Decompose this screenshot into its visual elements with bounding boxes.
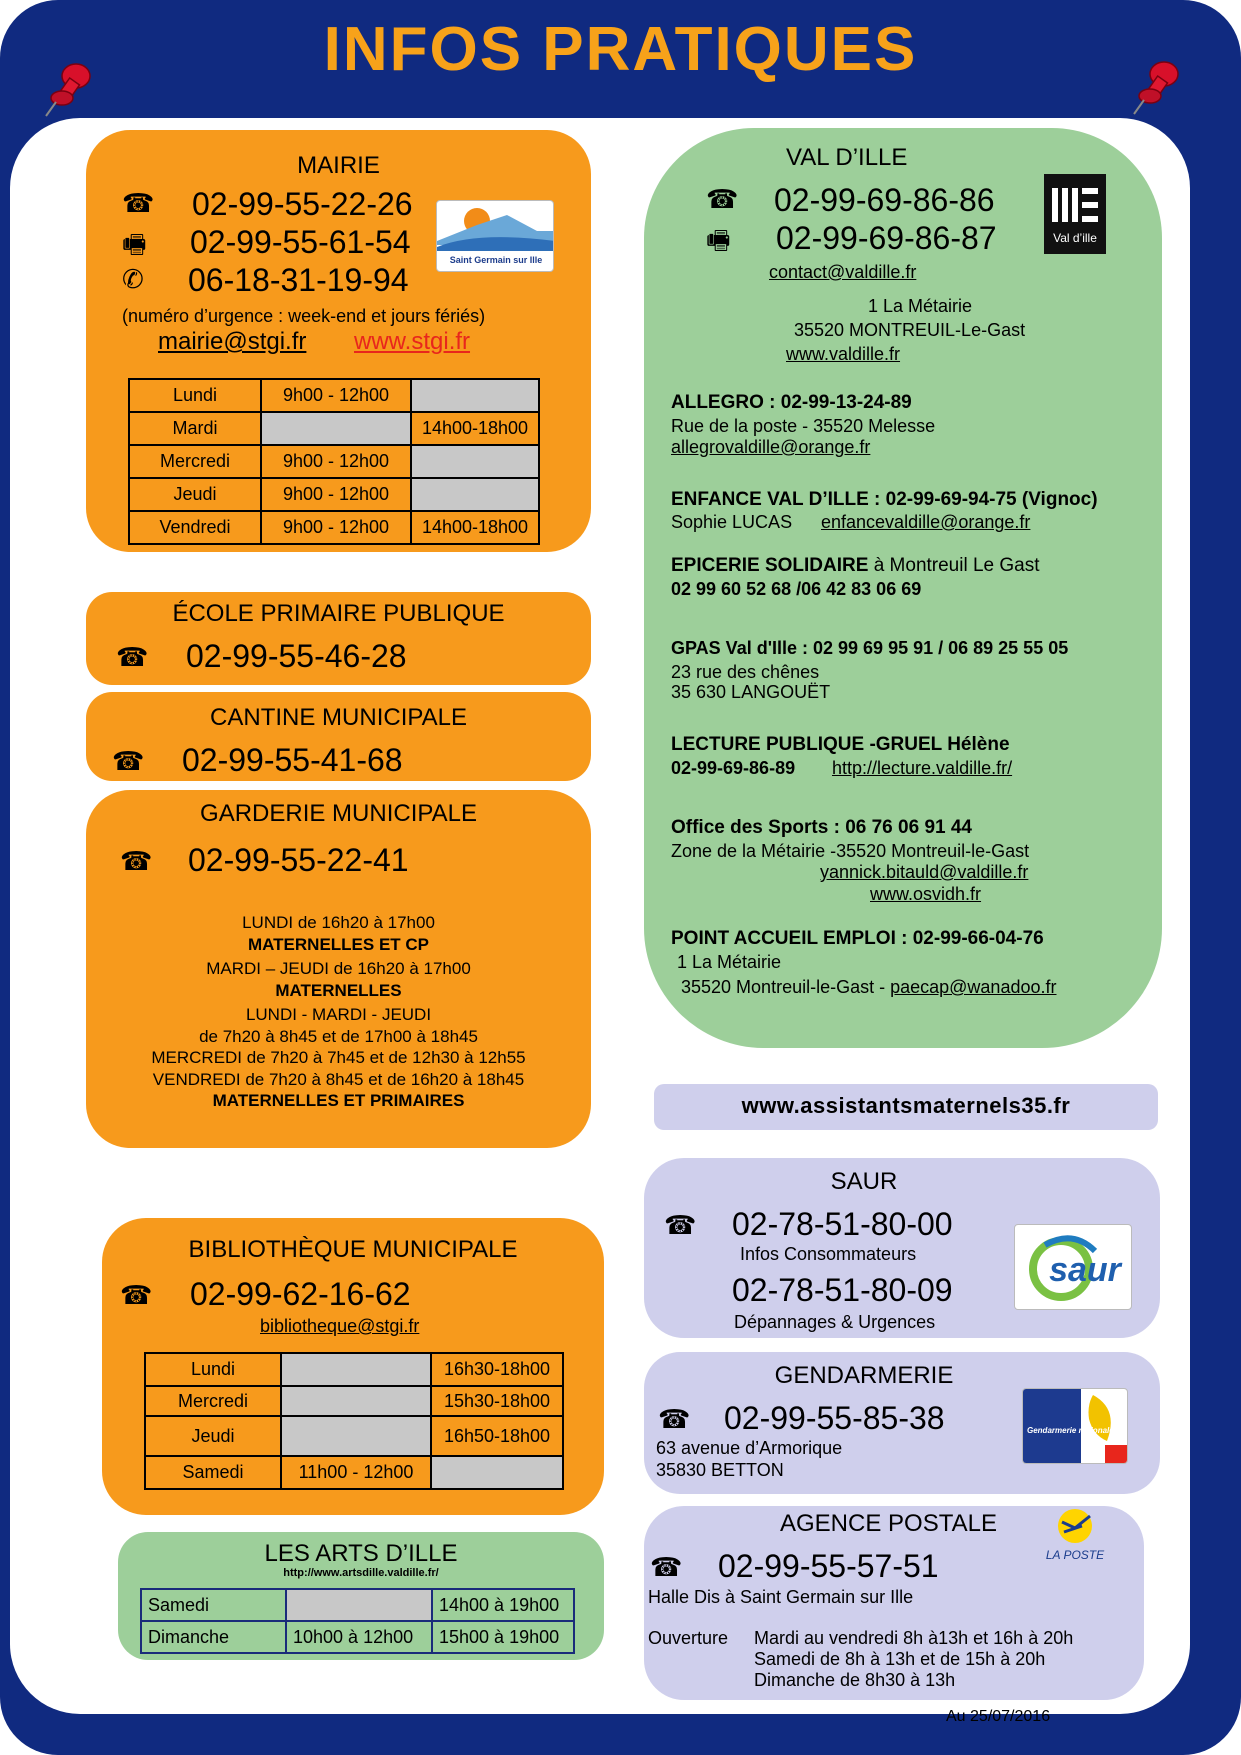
garderie-schedule <box>86 912 591 1112</box>
la-poste-logo <box>1032 1506 1118 1566</box>
gendarmerie-logo-icon <box>1023 1389 1128 1464</box>
bibliotheque-hours-table <box>144 1352 564 1490</box>
bibliotheque-hours-day-cell: Jeudi <box>145 1416 281 1456</box>
garderie-schedule-line: LUNDI - MARDI - JEUDI <box>245 1005 432 1024</box>
enfance-email-link[interactable]: enfancevaldille@orange.fr <box>821 512 1031 532</box>
bibliotheque-hours-day-cell: Samedi <box>145 1456 281 1489</box>
mairie-hours-afternoon-cell <box>411 478 539 511</box>
poste-section <box>644 1506 1144 1700</box>
epicerie-title: EPICERIE SOLIDAIRE <box>671 555 869 576</box>
valdille-logo-text: Val d’ille <box>1053 231 1097 245</box>
valdille-logo-icon <box>1044 174 1106 254</box>
bibliotheque-phone[interactable]: 02-99-62-16-62 <box>190 1276 411 1312</box>
footer-date: Au 25/07/2016 <box>946 1708 1051 1725</box>
gpas-address-line2: 35 630 LANGOUËT <box>671 682 831 702</box>
bibliotheque-hours-morning-cell <box>281 1353 431 1386</box>
lecture-title: LECTURE PUBLIQUE -GRUEL Hélène <box>671 734 1010 755</box>
valdille-logo <box>1044 174 1106 254</box>
gendarmerie-logo <box>1022 1388 1128 1464</box>
arts-hours-row <box>141 1621 574 1653</box>
garderie-schedule-line: VENDREDI de 7h20 à 8h45 et de 16h20 à 18h45 <box>152 1069 525 1089</box>
bibliotheque-hours-morning-cell: 11h00 - 12h00 <box>281 1456 431 1489</box>
enfance-title: ENFANCE VAL D’ILLE : 02-99-69-94-75 (Vignoc) <box>671 489 1098 510</box>
gendarmerie-address-line2: 35830 BETTON <box>656 1460 784 1480</box>
arts-hours-afternoon-cell: 15h00 à 19h00 <box>432 1621 574 1653</box>
valdille-email-link[interactable]: contact@valdille.fr <box>769 262 917 282</box>
valdille-section <box>644 128 1162 1048</box>
mairie-hours-morning-cell: 9h00 - 12h00 <box>261 379 411 412</box>
arts-hours-table <box>140 1588 575 1654</box>
bibliotheque-hours-row <box>145 1456 563 1489</box>
mairie-hours-afternoon-cell <box>411 379 539 412</box>
valdille-heading: VAL D’ILLE <box>786 144 908 171</box>
poste-heading: AGENCE POSTALE <box>780 1510 997 1537</box>
mairie-hours-row <box>129 445 539 478</box>
valdille-address-line1: 1 La Métairie <box>868 296 973 316</box>
telephone-icon: ☎ <box>658 1404 691 1434</box>
mairie-hours-day-cell: Mardi <box>129 412 261 445</box>
mairie-website-link[interactable]: www.stgi.fr <box>354 328 471 355</box>
mairie-hours-morning-cell: 9h00 - 12h00 <box>261 478 411 511</box>
ecole-section <box>86 592 591 685</box>
fax-icon: 🖷 <box>122 229 147 259</box>
saint-germain-logo-text: Saint Germain sur Ille <box>449 255 543 265</box>
bibliotheque-section <box>102 1218 604 1515</box>
poste-opening-saturday: Samedi de 8h à 13h et de 15h à 20h <box>754 1649 1046 1669</box>
telephone-icon: ☎ <box>116 642 149 672</box>
sports-website-link[interactable]: www.osvidh.fr <box>870 884 982 904</box>
garderie-heading: GARDERIE MUNICIPALE <box>200 800 477 827</box>
garderie-schedule-line: LUNDI de 16h20 à 17h00 <box>242 913 435 932</box>
mairie-email-link[interactable]: mairie@stgi.fr <box>158 328 307 355</box>
allegro-title: ALLEGRO : 02-99-13-24-89 <box>671 392 912 413</box>
mairie-hours-day-cell: Mercredi <box>129 445 261 478</box>
assistants-section <box>654 1084 1158 1130</box>
garderie-section <box>86 790 591 1148</box>
telephone-icon: ☎ <box>120 846 153 876</box>
arts-hours-day-cell: Dimanche <box>141 1621 286 1653</box>
bibliotheque-hours-day-cell: Mercredi <box>145 1386 281 1416</box>
garderie-schedule-line: MARDI – JEUDI de 16h20 à 17h00 <box>206 959 471 978</box>
saint-germain-logo <box>436 200 554 272</box>
cantine-section <box>86 692 591 781</box>
sports-email-link[interactable]: yannick.bitauld@valdille.fr <box>820 862 1029 882</box>
mairie-hours-table <box>128 378 540 545</box>
mairie-hours-row <box>129 511 539 544</box>
epicerie-phones: 02 99 60 52 68 /06 42 83 06 69 <box>671 579 922 599</box>
bibliotheque-heading: BIBLIOTHÈQUE MUNICIPALE <box>188 1236 518 1263</box>
garderie-phone[interactable]: 02-99-55-22-41 <box>188 842 409 878</box>
bibliotheque-hours-row <box>145 1353 563 1386</box>
poste-phone[interactable]: 02-99-55-57-51 <box>718 1548 939 1584</box>
saur-consumer-label: Infos Consommateurs <box>740 1244 917 1264</box>
bibliotheque-hours-morning-cell <box>281 1386 431 1416</box>
sports-title: Office des Sports : 06 76 06 91 44 <box>671 817 972 838</box>
valdille-fax[interactable]: 02-99-69-86-87 <box>776 220 997 256</box>
mairie-hours-afternoon-cell: 14h00-18h00 <box>411 412 539 445</box>
mairie-hours-row <box>129 478 539 511</box>
bibliotheque-hours-day-cell: Lundi <box>145 1353 281 1386</box>
poste-opening-label: Ouverture <box>648 1628 729 1648</box>
bibliotheque-hours-afternoon-cell: 16h50-18h00 <box>431 1416 563 1456</box>
epicerie-line <box>671 555 1040 577</box>
saur-logo <box>1014 1224 1132 1310</box>
mobile-phone-icon: ✆ <box>122 264 144 294</box>
cantine-phone[interactable]: 02-99-55-41-68 <box>182 742 403 778</box>
saur-emergency-label: Dépannages & Urgences <box>734 1312 936 1332</box>
cantine-heading: CANTINE MUNICIPALE <box>210 704 467 731</box>
bibliotheque-email-link[interactable]: bibliotheque@stgi.fr <box>260 1316 420 1336</box>
gpas-address-line1: 23 rue des chênes <box>671 662 820 682</box>
bibliotheque-hours-morning-cell <box>281 1416 431 1456</box>
garderie-schedule-line: MATERNELLES <box>275 980 402 1000</box>
gpas-line <box>671 638 1068 659</box>
gendarmerie-logo-text: Gendarmerie nationale <box>1027 1426 1114 1435</box>
gpas-phones: : 02 99 69 95 91 / 06 89 25 55 05 <box>797 638 1069 658</box>
emploi-address-line1: 1 La Métairie <box>677 952 782 972</box>
valdille-website-link[interactable]: www.valdille.fr <box>786 344 901 364</box>
saur-heading: SAUR <box>830 1168 898 1195</box>
poste-opening-weekdays: Mardi au vendredi 8h à13h et 16h à 20h <box>754 1628 1074 1648</box>
gendarmerie-section <box>644 1352 1160 1494</box>
telephone-icon: ☎ <box>112 746 145 776</box>
telephone-icon: ☎ <box>706 184 739 214</box>
arts-hours-morning-cell: 10h00 à 12h00 <box>286 1621 432 1653</box>
emploi-email-link[interactable]: paecap@wanadoo.fr <box>890 977 1057 997</box>
mairie-hours-day-cell: Vendredi <box>129 511 261 544</box>
assistants-website-link[interactable]: www.assistantsmaternels35.fr <box>741 1093 1071 1118</box>
fax-icon: 🖷 <box>706 225 731 255</box>
mairie-hours-row <box>129 379 539 412</box>
gendarmerie-phone[interactable]: 02-99-55-85-38 <box>724 1400 945 1436</box>
arts-hours-row <box>141 1589 574 1621</box>
ecole-phone[interactable]: 02-99-55-46-28 <box>186 638 407 674</box>
sports-address: Zone de la Métairie -35520 Montreuil-le-Gast <box>671 841 1030 861</box>
bibliotheque-hours-afternoon-cell: 15h30-18h00 <box>431 1386 563 1416</box>
valdille-phone[interactable]: 02-99-69-86-86 <box>774 182 995 218</box>
mairie-hours-afternoon-cell: 14h00-18h00 <box>411 511 539 544</box>
la-poste-logo-text: LA POSTE <box>1045 1548 1105 1562</box>
poste-opening-sunday: Dimanche de 8h30 à 13h <box>754 1670 956 1690</box>
mairie-heading: MAIRIE <box>297 152 380 179</box>
saur-logo-text: saur <box>1049 1251 1121 1289</box>
arts-heading: LES ARTS D’ILLE <box>264 1540 458 1567</box>
mairie-hours-morning-cell: 9h00 - 12h00 <box>261 511 411 544</box>
poste-place: Halle Dis à Saint Germain sur Ille <box>648 1587 914 1607</box>
saur-section <box>644 1158 1160 1338</box>
mairie-hours-day-cell: Lundi <box>129 379 261 412</box>
garderie-schedule-line: MERCREDI de 7h20 à 7h45 et de 12h30 à 12h55 <box>151 1048 526 1067</box>
mairie-hours-day-cell: Jeudi <box>129 478 261 511</box>
push-pin-icon <box>1130 58 1184 120</box>
mairie-hours-morning-cell: 9h00 - 12h00 <box>261 445 411 478</box>
arts-hours-morning-cell <box>286 1589 432 1621</box>
saint-germain-logo-icon <box>437 201 554 272</box>
bibliotheque-hours-afternoon-cell: 16h30-18h00 <box>431 1353 563 1386</box>
mairie-phone[interactable]: 02-99-55-22-26 <box>192 186 413 222</box>
saur-phone-consumer[interactable]: 02-78-51-80-00 <box>732 1206 953 1242</box>
mairie-emergency-note: (numéro d’urgence : week-end et jours fériés) <box>122 306 486 326</box>
mairie-hours-afternoon-cell <box>411 445 539 478</box>
gendarmerie-address-line1: 63 avenue d’Armorique <box>656 1438 843 1458</box>
telephone-icon: ☎ <box>664 1210 697 1240</box>
arts-hours-afternoon-cell: 14h00 à 19h00 <box>432 1589 574 1621</box>
arts-section <box>118 1532 604 1660</box>
saur-phone-emergency[interactable]: 02-78-51-80-09 <box>732 1272 953 1308</box>
arts-website-link[interactable]: http://www.artsdille.valdille.fr/ <box>283 1567 439 1579</box>
mairie-fax[interactable]: 02-99-55-61-54 <box>190 224 411 260</box>
epicerie-place: à Montreuil Le Gast <box>868 555 1040 576</box>
telephone-icon: ☎ <box>120 1280 153 1310</box>
bibliotheque-hours-row <box>145 1416 563 1456</box>
lecture-phone: 02-99-69-86-89 <box>671 758 796 778</box>
valdille-address-line2: 35520 MONTREUIL-Le-Gast <box>794 320 1026 340</box>
bibliotheque-hours-afternoon-cell <box>431 1456 563 1489</box>
garderie-schedule-line: MATERNELLES ET CP <box>247 934 430 954</box>
page-title: INFOS PRATIQUES <box>323 15 918 84</box>
saur-logo-icon <box>1015 1225 1132 1310</box>
mairie-hours-morning-cell <box>261 412 411 445</box>
allegro-email-link[interactable]: allegrovaldille@orange.fr <box>671 437 871 457</box>
enfance-contact-name: Sophie LUCAS <box>671 512 793 532</box>
emploi-city: 35520 Montreuil-le-Gast - <box>681 977 891 997</box>
arts-hours-day-cell: Samedi <box>141 1589 286 1621</box>
garderie-schedule-line: de 7h20 à 8h45 et de 17h00 à 18h45 <box>199 1026 478 1046</box>
bibliotheque-hours-row <box>145 1386 563 1416</box>
allegro-address: Rue de la poste - 35520 Melesse <box>671 416 936 436</box>
emploi-title: POINT ACCUEIL EMPLOI : 02-99-66-04-76 <box>671 928 1044 949</box>
lecture-website-link[interactable]: http://lecture.valdille.fr/ <box>832 758 1013 778</box>
telephone-icon: ☎ <box>122 188 155 218</box>
mairie-section <box>86 130 591 552</box>
ecole-heading: ÉCOLE PRIMAIRE PUBLIQUE <box>172 600 505 627</box>
gpas-title: GPAS Val d'Ille <box>671 638 797 658</box>
telephone-icon: ☎ <box>650 1552 683 1582</box>
push-pin-icon <box>42 60 96 122</box>
garderie-schedule-line: MATERNELLES ET PRIMAIRES <box>212 1091 465 1110</box>
mairie-hours-row <box>129 412 539 445</box>
mairie-mobile[interactable]: 06-18-31-19-94 <box>188 262 409 298</box>
gendarmerie-heading: GENDARMERIE <box>774 1362 954 1389</box>
emploi-address-line2 <box>681 977 1056 998</box>
